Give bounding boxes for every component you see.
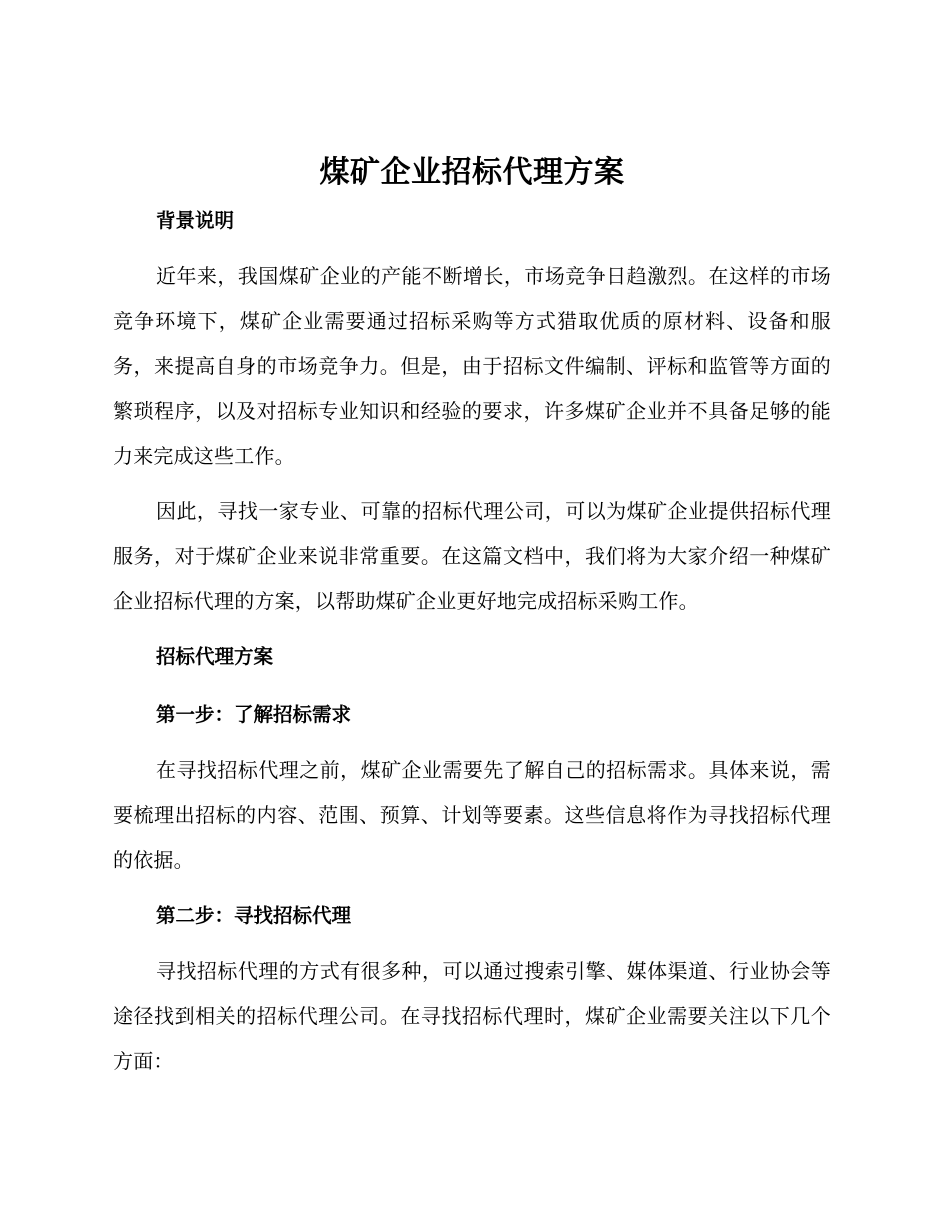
paragraph-step2: 寻找招标代理的方式有很多种，可以通过搜索引擎、媒体渠道、行业协会等途径找到相关的招标代理公司。在寻找招标代理时，煤矿企业需要关注以下几个方面： (113, 959, 831, 1073)
document-body (113, 148, 831, 1084)
paragraph-step1: 在寻找招标代理之前，煤矿企业需要先了解自己的招标需求。具体来说，需要梳理出招标的内容、范围、预算、计划等要素。这些信息将作为寻找招标代理的依据。 (113, 758, 831, 872)
document-title: 煤矿企业招标代理方案 (319, 155, 625, 190)
section-heading-plan: 招标代理方案 (156, 645, 274, 668)
section-heading-step2: 第二步：寻找招标代理 (156, 904, 352, 927)
paragraph-background-1: 近年来，我国煤矿企业的产能不断增长，市场竞争日趋激烈。在这样的市场竞争环境下，煤矿企业需要通过招标采购等方式猎取优质的原材料、设备和服务，来提高自身的市场竞争力。但是，由于招标文件编制、评标和监管等方面的繁琐程序，以及对招标专业知识和经验的要求，许多煤矿企业并不具备足够的能力来完成这些工作。 (113, 264, 831, 468)
section-heading-background: 背景说明 (156, 209, 235, 232)
paragraph-background-2: 因此，寻找一家专业、可靠的招标代理公司，可以为煤矿企业提供招标代理服务，对于煤矿企业来说非常重要。在这篇文档中，我们将为大家介绍一种煤矿企业招标代理的方案，以帮助煤矿企业更好地完成招标采购工作。 (113, 499, 831, 613)
section-heading-step1: 第一步：了解招标需求 (156, 703, 352, 726)
